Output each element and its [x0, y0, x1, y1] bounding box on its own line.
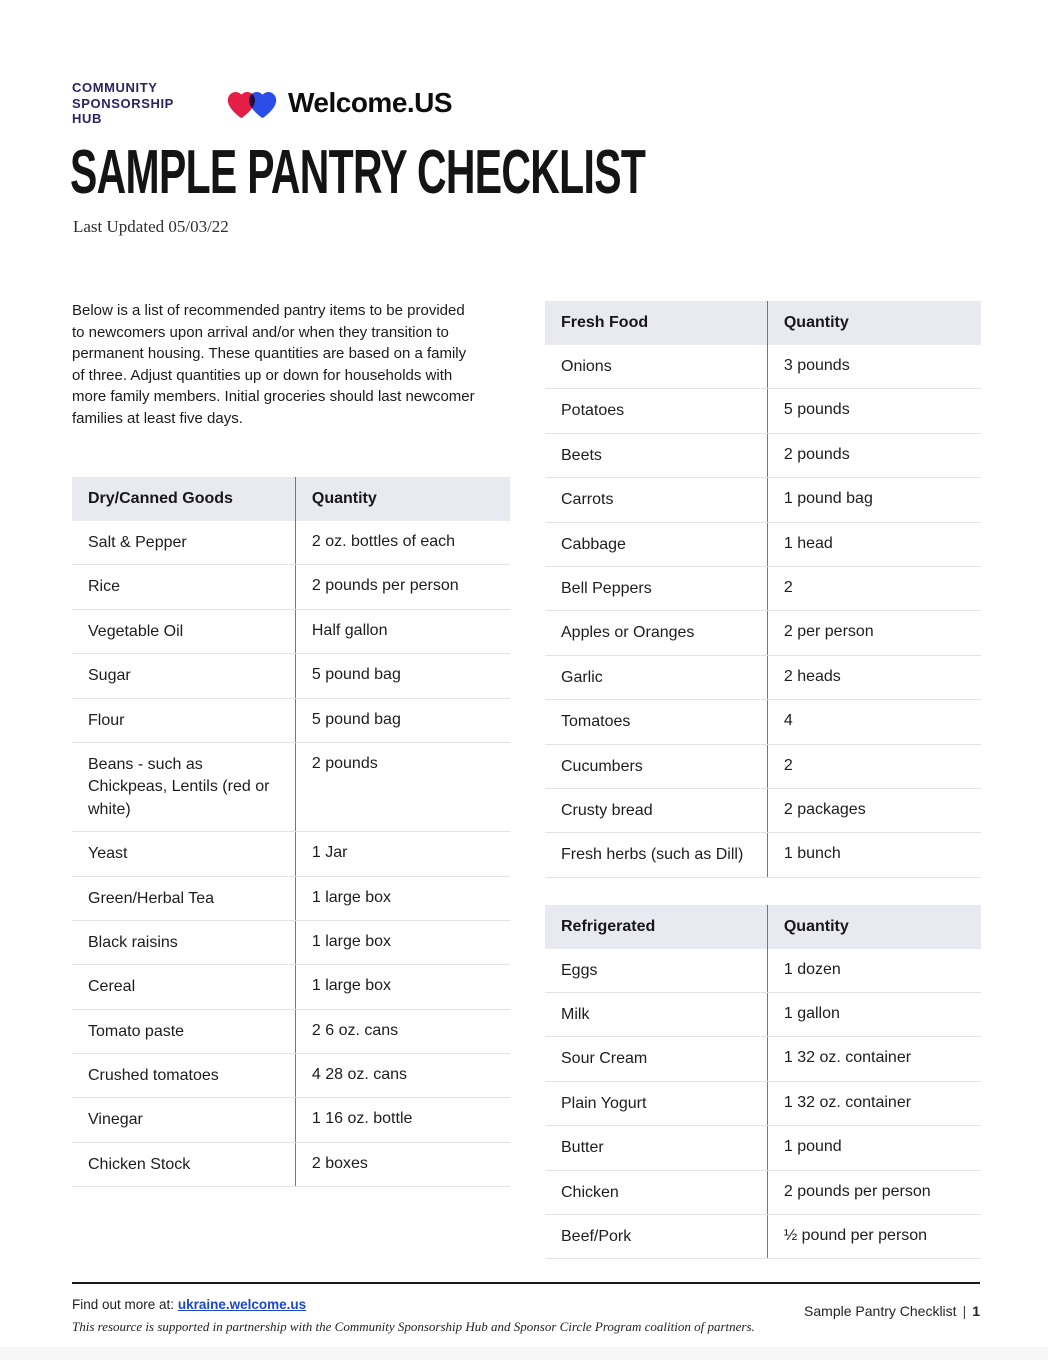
- page-title: SAMPLE PANTRY CHECKLIST: [70, 138, 646, 207]
- last-updated-text: Last Updated 05/03/22: [73, 217, 229, 236]
- table-row: [72, 1098, 510, 1142]
- page-bottom-edge: [0, 1347, 1048, 1360]
- table-row: [72, 832, 510, 876]
- quantity-cell: 2 heads: [767, 655, 981, 699]
- item-cell: Potatoes: [545, 389, 767, 433]
- item-cell: Crushed tomatoes: [72, 1054, 295, 1098]
- footer-right: [804, 1303, 980, 1319]
- quantity-cell: 1 bunch: [767, 833, 981, 877]
- table-row: [545, 700, 981, 744]
- quantity-cell: 1 32 oz. container: [767, 1081, 981, 1125]
- table-header-row: [72, 477, 510, 521]
- table-row: [72, 920, 510, 964]
- item-cell: Salt & Pepper: [72, 521, 295, 565]
- column-header-item: Dry/Canned Goods: [72, 477, 295, 521]
- quantity-cell: 2 pounds per person: [295, 565, 510, 609]
- table-header-row: [545, 301, 981, 345]
- table-row: [545, 949, 981, 993]
- quantity-cell: 2 oz. bottles of each: [295, 521, 510, 565]
- item-cell: Sugar: [72, 654, 295, 698]
- table-row: [545, 1126, 981, 1170]
- item-cell: Beets: [545, 433, 767, 477]
- table-row: [545, 566, 981, 610]
- quantity-cell: 3 pounds: [767, 345, 981, 389]
- item-cell: Green/Herbal Tea: [72, 876, 295, 920]
- partnership-note: This resource is supported in partnership with the Community Sponsorship Hub and Sponsor Circle Program coalition of partners.: [72, 1319, 755, 1334]
- intro-paragraph: Below is a list of recommended pantry items to be provided to newcomers upon arrival and/or when they transition to permanent housing. These quantities are based on a family of three. Adjust quantities up or down for households with more family members. Initial groceries should last newcomer families at least five days.: [72, 302, 475, 427]
- column-header-item: Fresh Food: [545, 301, 767, 345]
- quantity-cell: 1 dozen: [767, 949, 981, 993]
- left-column: [72, 300, 510, 1187]
- csh-logo-line1: COMMUNITY: [72, 80, 158, 95]
- quantity-cell: 5 pounds: [767, 389, 981, 433]
- table-row: [545, 833, 981, 877]
- table-row: [72, 1054, 510, 1098]
- quantity-cell: 2 per person: [767, 611, 981, 655]
- item-cell: Sour Cream: [545, 1037, 767, 1081]
- quantity-cell: 1 16 oz. bottle: [295, 1098, 510, 1142]
- item-cell: Tomatoes: [545, 700, 767, 744]
- table-row: [72, 742, 510, 831]
- quantity-cell: 5 pound bag: [295, 654, 510, 698]
- quantity-cell: 2 pounds per person: [767, 1170, 981, 1214]
- quantity-cell: 2: [767, 744, 981, 788]
- item-cell: Cabbage: [545, 522, 767, 566]
- table-row: [72, 876, 510, 920]
- footer-separator: |: [962, 1303, 967, 1319]
- column-header-quantity: Quantity: [767, 301, 981, 345]
- table-row: [545, 389, 981, 433]
- quantity-cell: 2 pounds: [767, 433, 981, 477]
- quantity-cell: 1 large box: [295, 876, 510, 920]
- item-cell: Eggs: [545, 949, 767, 993]
- item-cell: Cereal: [72, 965, 295, 1009]
- csh-logo-line3: HUB: [72, 111, 102, 127]
- item-cell: Chicken: [545, 1170, 767, 1214]
- item-cell: Black raisins: [72, 920, 295, 964]
- quantity-cell: 1 head: [767, 522, 981, 566]
- quantity-cell: 2 6 oz. cans: [295, 1009, 510, 1053]
- table-row: [72, 1009, 510, 1053]
- item-cell: Flour: [72, 698, 295, 742]
- table-row: [72, 1142, 510, 1186]
- item-cell: Beans - such as Chickpeas, Lentils (red or white): [72, 742, 295, 831]
- item-cell: Vegetable Oil: [72, 609, 295, 653]
- hearts-icon: [224, 80, 280, 126]
- item-cell: Vinegar: [72, 1098, 295, 1142]
- quantity-cell: 2 packages: [767, 788, 981, 832]
- dry-canned-goods-table: [72, 477, 510, 1187]
- column-header-item: Refrigerated: [545, 905, 767, 949]
- community-sponsorship-hub-logo: [72, 80, 174, 127]
- table-row: [545, 1215, 981, 1259]
- table-row: [545, 433, 981, 477]
- quantity-cell: 1 pound: [767, 1126, 981, 1170]
- table-row: [545, 1170, 981, 1214]
- table-row: [545, 1081, 981, 1125]
- item-cell: Milk: [545, 993, 767, 1037]
- item-cell: Plain Yogurt: [545, 1081, 767, 1125]
- ukraine-welcome-link[interactable]: ukraine.welcome.us: [177, 1297, 307, 1312]
- item-cell: Onions: [545, 345, 767, 389]
- table-row: [72, 698, 510, 742]
- table-row: [545, 611, 981, 655]
- item-cell: Butter: [545, 1126, 767, 1170]
- quantity-cell: 1 pound bag: [767, 478, 981, 522]
- footer-divider: [72, 1282, 980, 1284]
- quantity-cell: 2 boxes: [295, 1142, 510, 1186]
- quantity-cell: 4: [767, 700, 981, 744]
- item-cell: Carrots: [545, 478, 767, 522]
- quantity-cell: 1 32 oz. container: [767, 1037, 981, 1081]
- item-cell: Chicken Stock: [72, 1142, 295, 1186]
- quantity-cell: 1 large box: [295, 920, 510, 964]
- item-cell: Yeast: [72, 832, 295, 876]
- table-row: [72, 965, 510, 1009]
- table-row: [545, 522, 981, 566]
- fresh-food-table: [545, 301, 981, 878]
- csh-logo-line2: SPONSORSHIP: [72, 95, 174, 111]
- table-row: [545, 993, 981, 1037]
- item-cell: Beef/Pork: [545, 1215, 767, 1259]
- column-header-quantity: Quantity: [767, 905, 981, 949]
- column-header-quantity: Quantity: [295, 477, 510, 521]
- table-row: [545, 744, 981, 788]
- item-cell: Fresh herbs (such as Dill): [545, 833, 767, 877]
- footer-doc-title: Sample Pantry Checklist: [804, 1303, 957, 1319]
- quantity-cell: 2: [767, 566, 981, 610]
- item-cell: Crusty bread: [545, 788, 767, 832]
- table-row: [545, 345, 981, 389]
- table-row: [545, 655, 981, 699]
- item-cell: Apples or Oranges: [545, 611, 767, 655]
- footer-left: [72, 1297, 755, 1335]
- header-logos: [72, 80, 452, 127]
- quantity-cell: 5 pound bag: [295, 698, 510, 742]
- table-row: [545, 788, 981, 832]
- item-cell: Tomato paste: [72, 1009, 295, 1053]
- quantity-cell: 4 28 oz. cans: [295, 1054, 510, 1098]
- item-cell: Rice: [72, 565, 295, 609]
- quantity-cell: ½ pound per person: [767, 1215, 981, 1259]
- item-cell: Bell Peppers: [545, 566, 767, 610]
- table-row: [72, 609, 510, 653]
- table-row: [545, 478, 981, 522]
- page-number: 1: [972, 1303, 980, 1319]
- quantity-cell: 2 pounds: [295, 742, 510, 831]
- welcome-us-logo-text: Welcome.US: [287, 87, 453, 119]
- refrigerated-table: [545, 905, 981, 1260]
- quantity-cell: 1 large box: [295, 965, 510, 1009]
- right-column: [545, 301, 981, 1259]
- table-row: [72, 565, 510, 609]
- item-cell: Garlic: [545, 655, 767, 699]
- quantity-cell: Half gallon: [295, 609, 510, 653]
- table-row: [545, 1037, 981, 1081]
- table-header-row: [545, 905, 981, 949]
- find-out-more-label: Find out more at:: [72, 1297, 175, 1312]
- table-row: [72, 654, 510, 698]
- welcome-us-logo: [224, 80, 452, 126]
- quantity-cell: 1 Jar: [295, 832, 510, 876]
- item-cell: Cucumbers: [545, 744, 767, 788]
- table-row: [72, 521, 510, 565]
- quantity-cell: 1 gallon: [767, 993, 981, 1037]
